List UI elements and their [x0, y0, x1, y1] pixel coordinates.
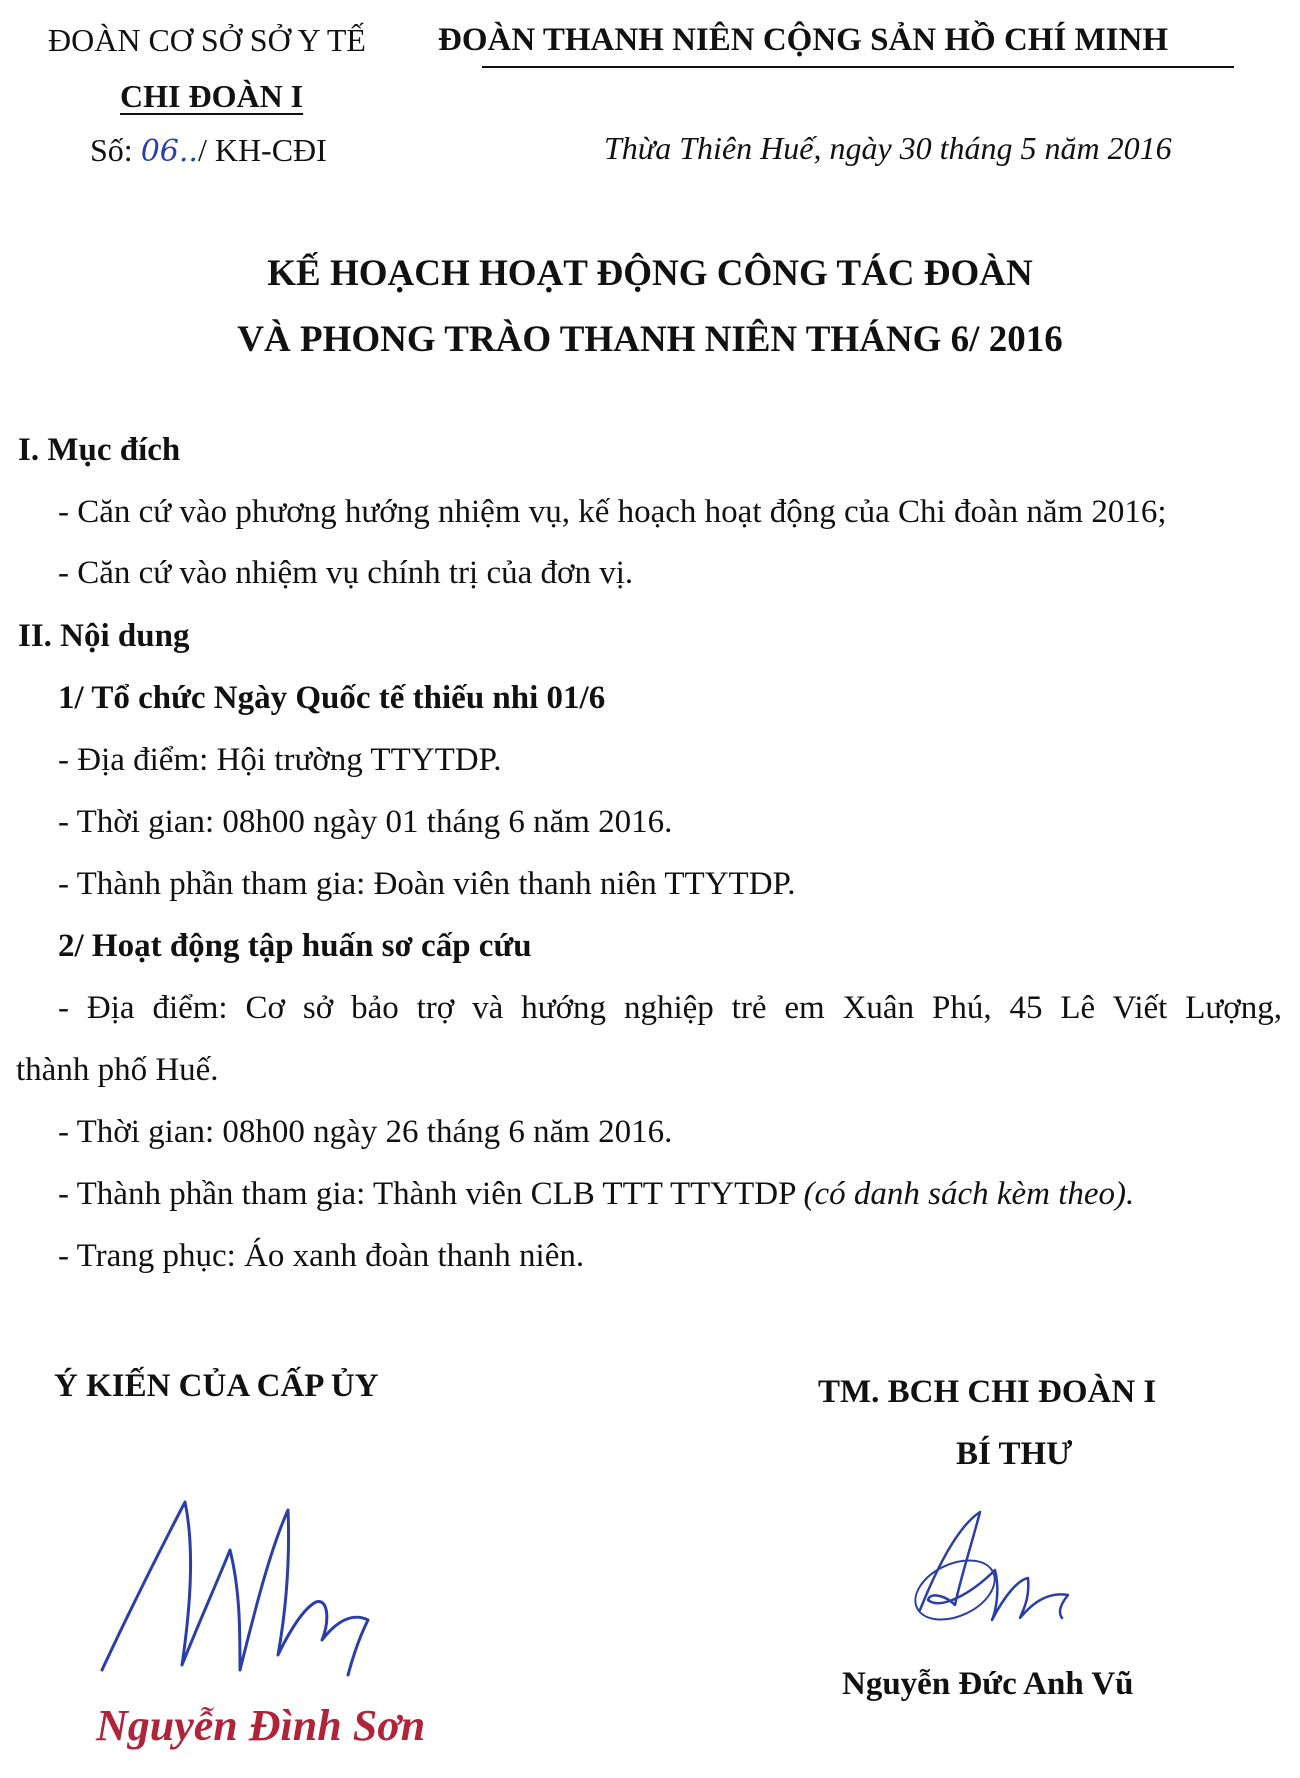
doc-number-prefix: Số:	[90, 132, 133, 168]
doc-number-handwritten: 06..	[140, 134, 198, 169]
section1-heading: I. Mục đích	[18, 432, 181, 468]
right-signature-icon	[900, 1500, 1100, 1640]
sub2-participants-text: - Thành phần tham gia: Thành viên CLB TTT TTYTDP	[58, 1176, 804, 1212]
sub1-item-2: - Thời gian: 08h00 ngày 01 tháng 6 năm 2016.	[58, 804, 673, 840]
sub1-item-3: - Thành phần tham gia: Đoàn viên thanh niên TTYTDP.	[58, 866, 796, 902]
right-sign-heading-2: BÍ THƯ	[956, 1436, 1073, 1472]
sub2-participants	[58, 1176, 1134, 1213]
left-signer-name: Nguyễn Đình Sơn	[96, 1701, 426, 1750]
place-date: Thừa Thiên Huế, ngày 30 tháng 5 năm 2016	[604, 130, 1172, 166]
org-unit: CHI ĐOÀN I	[120, 78, 304, 114]
sub2-attire: - Trang phục: Áo xanh đoàn thanh niên.	[58, 1238, 585, 1274]
org-parent: ĐOÀN CƠ SỞ SỞ Y TẾ	[48, 22, 366, 58]
sub2-location-line-2: thành phố Huế.	[16, 1052, 219, 1088]
title-line-2: VÀ PHONG TRÀO THANH NIÊN THÁNG 6/ 2016	[237, 319, 1063, 360]
section1-item-1: - Căn cứ vào phương hướng nhiệm vụ, kế hoạch hoạt động của Chi đoàn năm 2016;	[58, 494, 1167, 530]
right-signer-name: Nguyễn Đức Anh Vũ	[842, 1666, 1134, 1702]
left-sign-heading: Ý KIẾN CỦA CẤP ỦY	[54, 1368, 379, 1404]
national-org: ĐOÀN THANH NIÊN CỘNG SẢN HỒ CHÍ MINH	[438, 22, 1169, 58]
section2-heading: II. Nội dung	[18, 618, 190, 654]
sub2-heading: 2/ Hoạt động tập huấn sơ cấp cứu	[58, 928, 532, 964]
right-sign-heading-1: TM. BCH CHI ĐOÀN I	[818, 1374, 1157, 1410]
doc-number-suffix: / KH-CĐI	[197, 132, 327, 168]
sub2-participants-note: (có danh sách kèm theo).	[803, 1176, 1135, 1212]
header-underline	[482, 66, 1234, 68]
left-signature-icon	[90, 1490, 410, 1690]
title-line-1: KẾ HOẠCH HOẠT ĐỘNG CÔNG TÁC ĐOÀN	[267, 253, 1033, 294]
sub2-time: - Thời gian: 08h00 ngày 26 tháng 6 năm 2016.	[58, 1114, 673, 1150]
sub1-heading: 1/ Tổ chức Ngày Quốc tế thiếu nhi 01/6	[58, 680, 606, 716]
sub1-item-1: - Địa điểm: Hội trường TTYTDP.	[58, 742, 502, 778]
doc-number	[90, 132, 327, 169]
section1-item-2: - Căn cứ vào nhiệm vụ chính trị của đơn vị.	[58, 555, 634, 591]
sub2-location-line-1: - Địa điểm: Cơ sở bảo trợ và hướng nghiệp trẻ em Xuân Phú, 45 Lê Viết Lượng,	[58, 990, 1282, 1026]
